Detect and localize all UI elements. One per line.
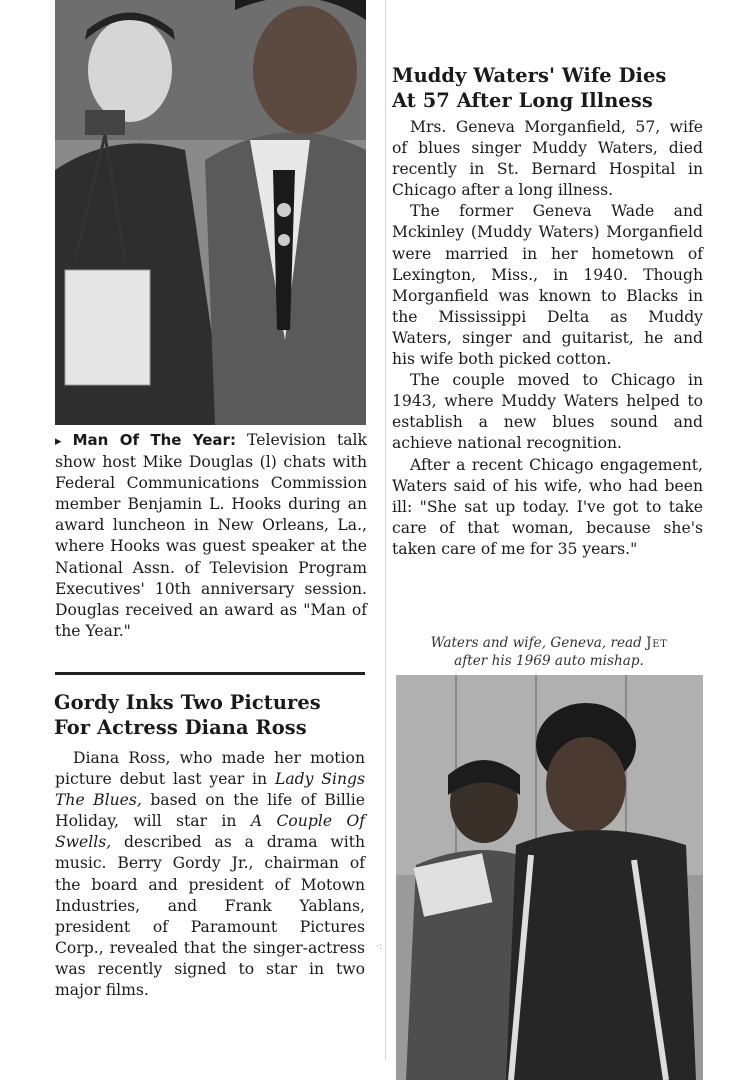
photo-two-men-icon [55,0,366,425]
caption-waters-brand: Jet [646,635,668,651]
muddy-article-body [392,117,703,560]
muddy-paragraph-4: After a recent Chicago engagement, Waters said of his wife, who had been ill: "She sat up today. I've got to take care of that woman, because she's taken care of me for 35 years." [392,455,703,558]
muddy-headline [392,63,722,113]
muddy-paragraph-1: Mrs. Geneva Morganfield, 57, wife of blues singer Muddy Waters, died recently in St. Bernard Hospital in Chicago after a long illness. [392,118,703,200]
muddy-headline-line2: At 57 After Long Illness [392,89,653,112]
muddy-headline-line1: Muddy Waters' Wife Dies [392,64,667,87]
column-rule [385,0,386,1060]
gordy-text-2: based on the life of Billie Holiday, will star in [55,791,365,831]
caption-text: Television talk show host Mike Douglas (l) chats with Federal Communications Commission member Benjamin L. Hooks during an award luncheon in New Orleans, La., where Hooks was guest speaker at the National Assn. of Television Program Executives' 10th anniversary session. Douglas received an award as "Man of the Year." [55,431,367,640]
caption-waters-text: Waters and wife, Geneva, read [430,635,647,651]
photo-two-men [55,0,366,425]
gordy-article-body [55,748,365,1001]
photo-couple-icon [396,675,703,1080]
caption-waters-line2: after his 1969 auto mishap. [454,653,644,669]
gordy-headline [54,690,374,740]
section-divider [55,672,365,675]
caption-marker-icon: ▸ [55,434,62,449]
gordy-paragraph [55,748,365,1001]
muddy-paragraph-2: The former Geneva Wade and Mckinley (Muddy Waters) Morganfield were married in her hometown of Lexington, Miss., in 1940. Though Morganfield was known to Blacks in the Mississippi Delta as Muddy Waters, singer and guitarist, he and his wife both picked cotton. [392,202,703,369]
gordy-text-3: described as a drama with music. Berry Gordy Jr., chairman of the board and president of Motown Industries, and Frank Yablans, president of Paramount Pictures Corp., revealed that the singer-actress was recently signed to star in two major films. [55,833,365,1000]
caption-waters-line1 [394,634,704,652]
caption-waters [394,634,704,670]
caption-man-of-year [55,430,367,642]
print-mark: ·: [376,942,382,952]
gordy-headline-line2: For Actress Diana Ross [54,716,307,739]
film-title-2: A Couple Of Swells, [55,812,365,852]
film-title-1: Lady Sings The Blues, [55,770,365,810]
gordy-text-1: Diana Ross, who made her motion picture debut last year in [55,749,365,789]
muddy-paragraph-3: The couple moved to Chicago in 1943, where Muddy Waters helped to establish a new blues sound and achieve national recognition. [392,371,703,453]
caption-lead: Man Of The Year: [72,431,236,449]
gordy-headline-line1: Gordy Inks Two Pictures [54,691,321,714]
photo-couple [396,675,703,1080]
